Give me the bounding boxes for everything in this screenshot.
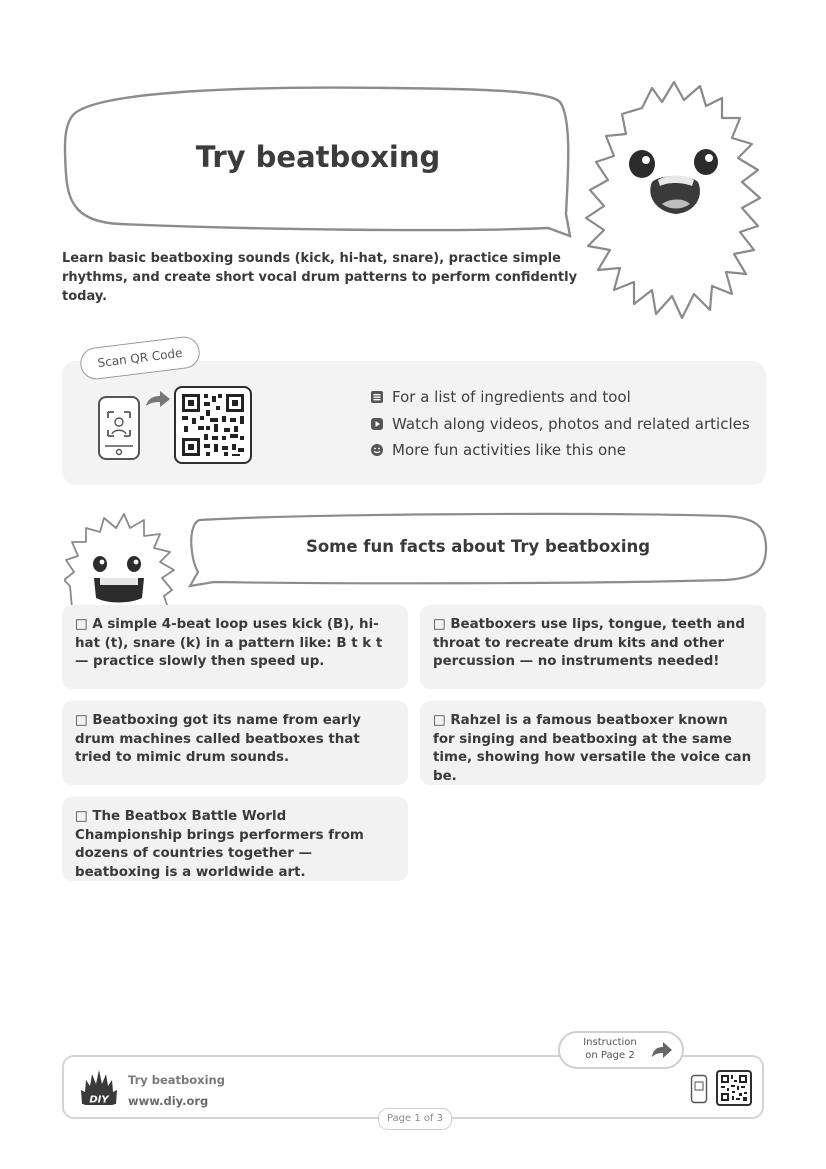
- mascot-illustration: [582, 78, 768, 328]
- intro-paragraph: Learn basic beatboxing sounds (kick, hi-hat, snare), practice simple rhythms, and create short vocal drum patterns to perform confidently today.: [62, 251, 578, 304]
- qr-benefits-list: [370, 384, 750, 464]
- list-item: [370, 437, 750, 464]
- fact-card: □ Beatboxing got its name from early drum machines called beatboxes that tried to mimic drum sounds.: [62, 701, 408, 785]
- play-icon: [370, 417, 384, 431]
- qr-code-icon[interactable]: [716, 1070, 752, 1106]
- logo-text: DIY: [89, 1094, 109, 1106]
- footer-title: Try beatboxing: [128, 1073, 225, 1087]
- instruction-line: on Page 2: [585, 1050, 635, 1061]
- list-item-label: More fun activities like this one: [392, 441, 626, 460]
- instruction-label: [572, 1036, 648, 1062]
- page-title: Try beatboxing: [195, 140, 441, 174]
- diy-logo-icon: [78, 1068, 120, 1108]
- fact-card: □ The Beatbox Battle World Championship brings performers from dozens of countries together — beatboxing is a worldwide art.: [62, 797, 408, 881]
- list-item: [370, 411, 750, 438]
- qr-code-icon[interactable]: [174, 386, 252, 464]
- phone-scan-icon: [96, 394, 142, 462]
- instruction-line: Instruction: [583, 1037, 637, 1048]
- page-indicator: Page 1 of 3: [378, 1108, 452, 1130]
- list-item-label: Watch along videos, photos and related articles: [392, 414, 750, 433]
- fact-card: □ A simple 4-beat loop uses kick (B), hi-hat (t), snare (k) in a pattern like: B t k t — practice slowly then speed up.: [62, 605, 408, 689]
- arrow-right-icon: [144, 388, 172, 410]
- phone-scan-icon: [690, 1074, 708, 1104]
- arrow-right-icon: [650, 1040, 674, 1060]
- list-item-label: For a list of ingredients and tool: [392, 388, 631, 407]
- scan-qr-label: Scan QR Code: [78, 335, 201, 381]
- fact-card: □ Beatboxers use lips, tongue, teeth and throat to recreate drum kits and other percussion — no instruments needed!: [420, 605, 766, 689]
- list-icon: [370, 390, 384, 404]
- smile-icon: [370, 443, 384, 457]
- mascot-peek-illustration: [64, 510, 176, 608]
- fact-card: □ Rahzel is a famous beatboxer known for singing and beatboxing at the same time, showing how versatile the voice can be.: [420, 701, 766, 785]
- list-item: [370, 384, 750, 411]
- facts-title: Some fun facts about Try beatboxing: [305, 537, 651, 556]
- footer-url-link[interactable]: www.diy.org: [128, 1094, 209, 1108]
